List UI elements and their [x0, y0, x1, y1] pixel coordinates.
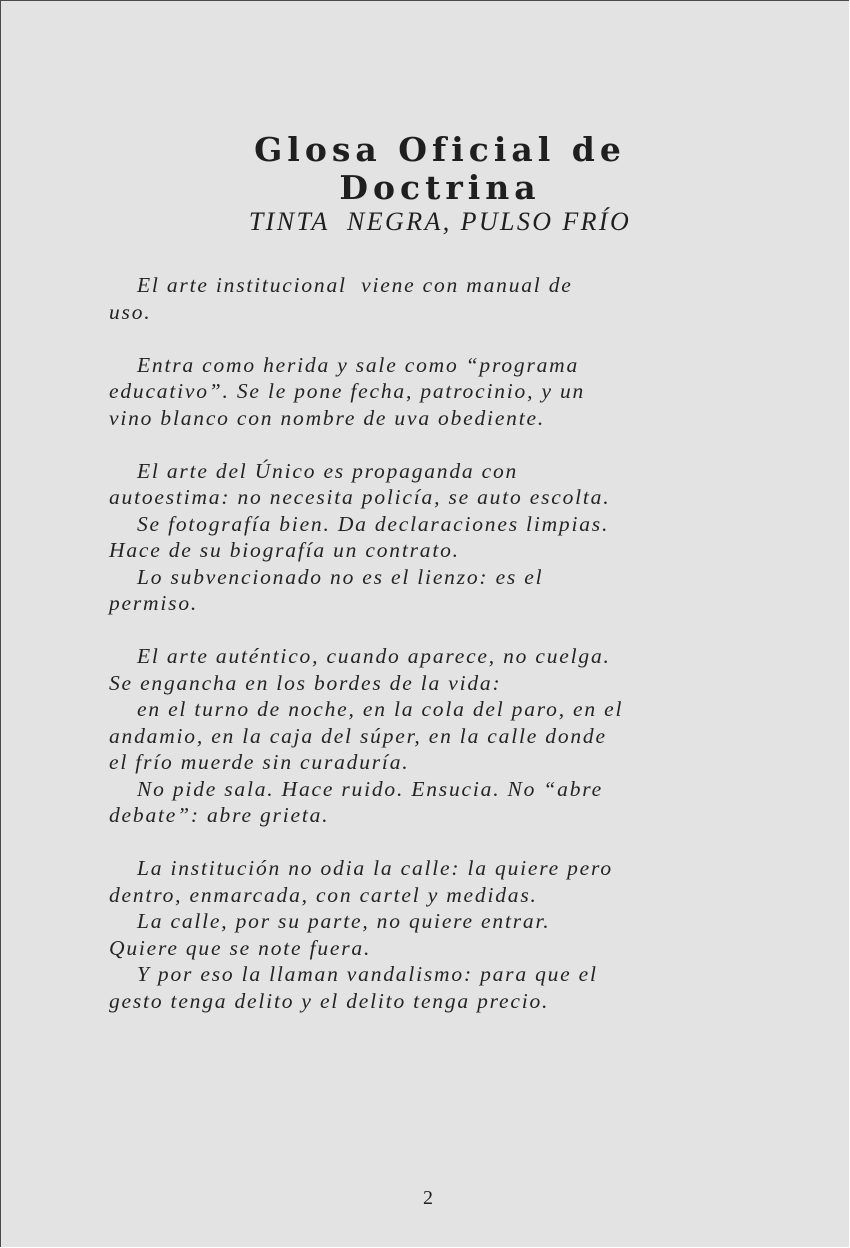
text-line: dentro, enmarcada, con cartel y medidas.: [109, 882, 538, 907]
text-line: debate”: abre grieta.: [109, 803, 330, 827]
stanza: [109, 352, 709, 432]
stanza: [109, 458, 709, 617]
text-line: gesto tenga delito y el delito tenga precio.: [109, 988, 550, 1013]
stanza: [109, 855, 709, 1014]
text-line: andamio, en la caja del súper, en la calle donde: [109, 723, 607, 748]
text-line: Entra como herida y sale como “programa: [137, 352, 580, 377]
text-line: educativo”. Se le pone fecha, patrocinio, y un: [109, 379, 586, 403]
document-body: [109, 272, 709, 1041]
text-line: Se fotografía bien. Da declaraciones limpias.: [137, 511, 610, 536]
document-subtitle: TINTA NEGRA, PULSO FRÍO: [248, 207, 632, 236]
text-line: Hace de su biografía un contrato.: [109, 538, 460, 562]
stanza: [109, 643, 709, 829]
text-line: autoestima: no necesita policía, se auto escolta.: [109, 485, 611, 509]
document-title: Glosa Oficial de Doctrina: [254, 130, 626, 207]
text-line: El arte del Único es propaganda con: [137, 458, 519, 483]
title-block: [1, 131, 849, 237]
stanza: [109, 272, 709, 325]
text-line: el frío muerde sin curaduría.: [109, 750, 410, 774]
text-line: permiso.: [109, 591, 199, 615]
page-number: 2: [423, 1187, 433, 1209]
text-line: El arte institucional viene con manual de: [137, 273, 573, 297]
text-line: No pide sala. Hace ruido. Ensucia. No “abre: [137, 776, 603, 801]
text-line: La calle, por su parte, no quiere entrar.: [137, 909, 551, 933]
text-line: Lo subvencionado no es el lienzo: es el: [137, 564, 544, 589]
text-line: Y por eso la llaman vandalismo: para que el: [137, 962, 598, 986]
text-line: en el turno de noche, en la cola del paro, en el: [137, 697, 624, 721]
text-line: El arte auténtico, cuando aparece, no cuelga.: [137, 644, 611, 668]
text-line: Quiere que se note fuera.: [109, 935, 372, 960]
text-line: Se engancha en los bordes de la vida:: [109, 670, 502, 695]
text-line: vino blanco con nombre de uva obediente.: [109, 405, 545, 430]
text-line: La institución no odia la calle: la quiere pero: [137, 856, 613, 880]
text-line: uso.: [109, 299, 152, 324]
